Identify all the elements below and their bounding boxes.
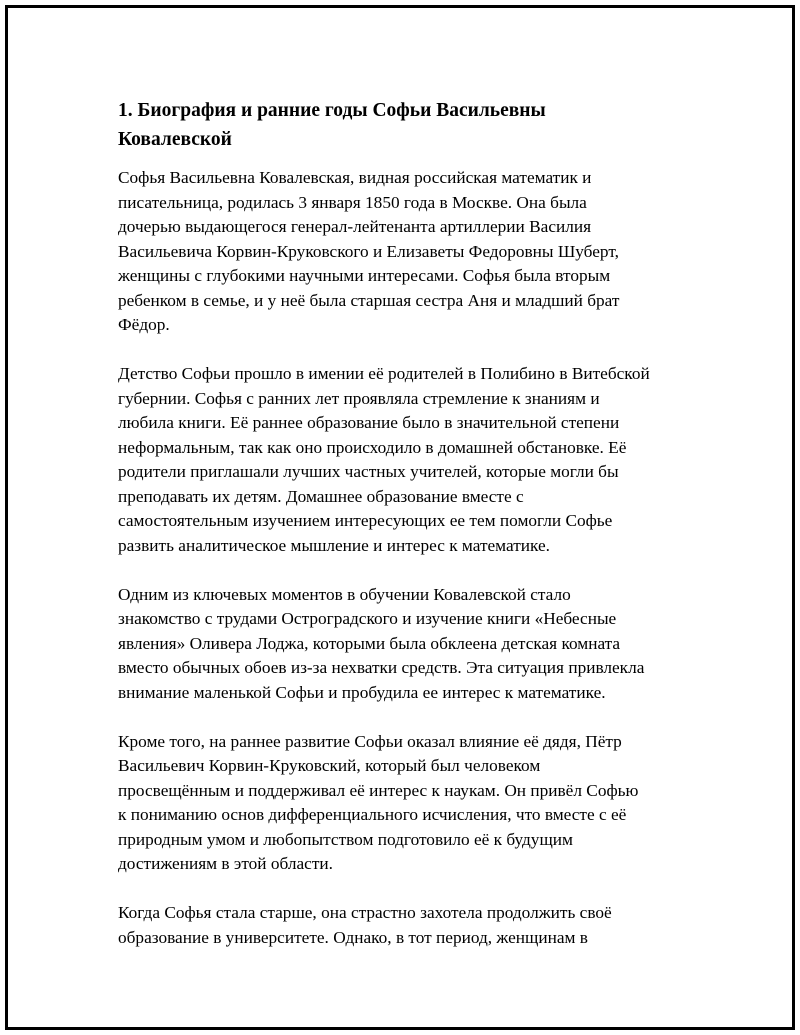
paragraph-line: природным умом и любопытством подготовило её к будущим xyxy=(118,829,573,849)
paragraph-line: развить аналитическое мышление и интерес к математике. xyxy=(118,535,550,555)
paragraph-line: самостоятельным изучением интересующих ее тем помогли Софье xyxy=(118,511,613,530)
paragraph-line: Васильевича Корвин-Круковского и Елизаветы Федоровны Шуберт, xyxy=(118,241,619,261)
paragraph-line: преподавать их детям. Домашнее образование вместе с xyxy=(118,486,524,506)
paragraph-line: Васильевич Корвин-Круковский, который был человеком xyxy=(118,756,541,775)
paragraph-line: просвещённым и поддерживал её интерес к наукам. Он привёл Софью xyxy=(118,780,639,800)
paragraph-line: женщины с глубокими научными интересами. Софья была вторым xyxy=(118,266,611,285)
document-body xyxy=(118,96,708,950)
paragraph xyxy=(118,166,708,338)
paragraph xyxy=(118,362,708,558)
paragraph xyxy=(118,583,708,706)
paragraph-line: губернии. Софья с ранних лет проявляла стремление к знаниям и xyxy=(118,388,600,408)
paragraph-line: вместо обычных обоев из-за нехватки средств. Эта ситуация привлекла xyxy=(118,658,645,677)
heading-line: 1. Биография и ранние годы Софьи Васильевны xyxy=(118,100,546,121)
paragraph-line: Когда Софья стала старше, она страстно захотела продолжить своё xyxy=(118,903,612,922)
paragraph-line: образование в университете. Однако, в тот период, женщинам в xyxy=(118,927,588,947)
section-heading xyxy=(118,96,708,154)
paragraph-line: любила книги. Её раннее образование было в значительной степени xyxy=(118,413,620,432)
paragraph-line: ребенком в семье, и у неё была старшая сестра Аня и младший брат xyxy=(118,290,620,310)
paragraph xyxy=(118,901,708,950)
paragraph-line: писательница, родилась 3 января 1850 года в Москве. Она была xyxy=(118,192,587,212)
paragraph-line: Детство Софьи прошло в имении её родителей в Полибино в Витебской xyxy=(118,364,650,383)
paragraphs xyxy=(118,166,708,950)
paragraph-line: Фёдор. xyxy=(118,315,170,334)
paragraph-line: Кроме того, на раннее развитие Софьи оказал влияние её дядя, Пётр xyxy=(118,731,622,751)
paragraph-line: дочерью выдающегося генерал-лейтенанта артиллерии Василия xyxy=(118,217,592,236)
paragraph-line: неформальным, так как оно происходило в домашней обстановке. Её xyxy=(118,437,627,457)
paragraph-line: Софья Васильевна Ковалевская, видная российская математик и xyxy=(118,168,592,187)
paragraph-line: явления» Оливера Лоджа, которыми была обклеена детская комната xyxy=(118,633,621,653)
paragraph-line: Одним из ключевых моментов в обучении Ковалевской стало xyxy=(118,584,571,604)
paragraph-line: родители приглашали лучших частных учителей, которые могли бы xyxy=(118,462,619,481)
paragraph-line: внимание маленькой Софьи и пробудила ее интерес к математике. xyxy=(118,682,606,702)
paragraph-line: знакомство с трудами Остроградского и изучение книги «Небесные xyxy=(118,609,617,628)
heading-line: Ковалевской xyxy=(118,129,232,150)
paragraph-line: к пониманию основ дифференциального исчисления, что вместе с её xyxy=(118,805,627,824)
paragraph-line: достижениям в этой области. xyxy=(118,854,333,873)
paragraph xyxy=(118,730,708,877)
